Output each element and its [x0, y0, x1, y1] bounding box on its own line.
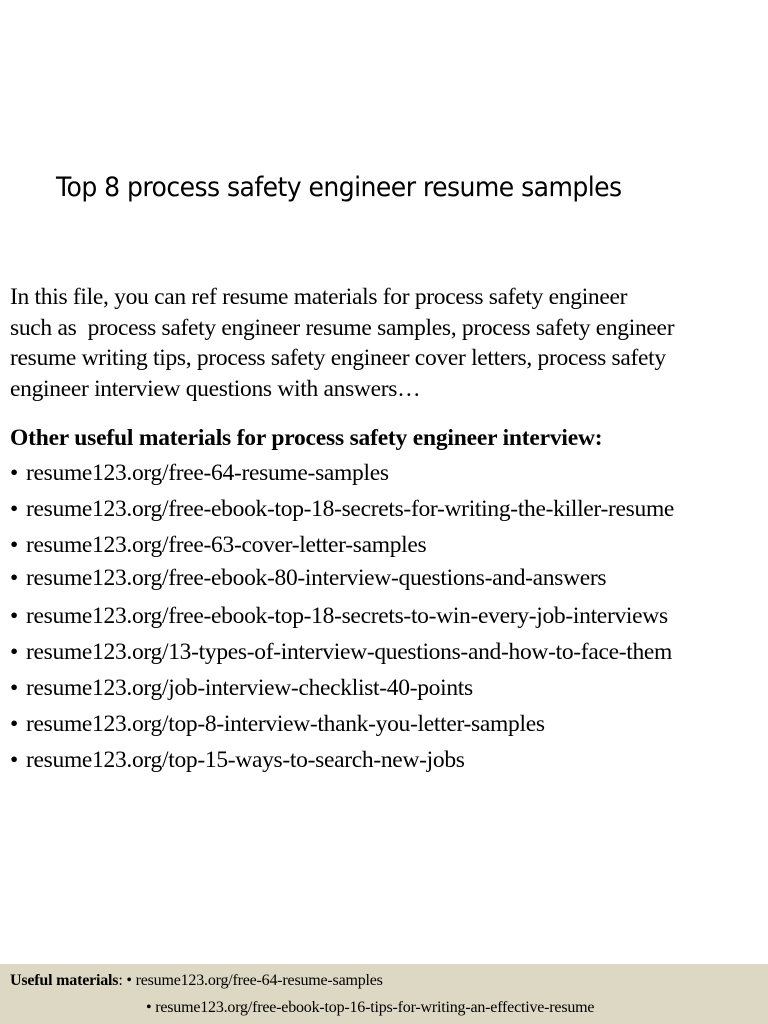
material-link[interactable]: resume123.org/top-8-interview-thank-you-letter-samples [26, 711, 545, 737]
material-link[interactable]: resume123.org/free-ebook-80-interview-questions-and-answers [26, 565, 607, 591]
footer-link[interactable]: resume123.org/free-ebook-top-16-tips-for-writing-an-effective-resume [155, 999, 595, 1016]
material-link[interactable]: resume123.org/free-ebook-top-18-secrets-for-writing-the-killer-resume [26, 496, 675, 522]
footer-separator: : [118, 972, 127, 989]
bullet-icon: • [10, 603, 18, 629]
bullet-icon: • [10, 711, 18, 737]
bullet-icon: • [10, 675, 18, 701]
list-item [10, 635, 674, 671]
footer-label: Useful materials [10, 972, 119, 989]
materials-list [10, 456, 674, 779]
list-item [10, 528, 674, 561]
footer-row [10, 972, 383, 990]
list-item [10, 456, 674, 492]
intro-line: resume writing tips, process safety engineer cover letters, process safety [10, 345, 666, 371]
bullet-icon: • [10, 496, 18, 522]
bullet-icon: • [10, 460, 18, 486]
material-link[interactable]: resume123.org/top-15-ways-to-search-new-jobs [26, 747, 465, 773]
footer-bar [0, 964, 768, 1024]
list-item [10, 599, 674, 635]
intro-line: such as process safety engineer resume samples, process safety engineer [10, 314, 675, 341]
material-link[interactable]: resume123.org/free-64-resume-samples [26, 460, 389, 486]
list-item [10, 671, 674, 707]
material-link[interactable]: resume123.org/job-interview-checklist-40-points [26, 675, 473, 701]
materials-heading: Other useful materials for process safety engineer interview: [10, 425, 603, 451]
list-item [10, 561, 674, 599]
bullet-icon: • [146, 999, 152, 1016]
bullet-icon: • [10, 639, 18, 665]
material-link[interactable]: resume123.org/free-63-cover-letter-samples [26, 532, 427, 558]
footer-row [146, 999, 594, 1017]
intro-line: engineer interview questions with answers… [10, 375, 421, 402]
bullet-icon: • [10, 747, 18, 773]
list-item [10, 707, 674, 743]
page-title: Top 8 process safety engineer resume samples [56, 172, 622, 203]
intro-line: In this file, you can ref resume materials for process safety engineer [10, 284, 628, 310]
material-link[interactable]: resume123.org/free-ebook-top-18-secrets-to-win-every-job-interviews [26, 603, 668, 629]
footer-link[interactable]: resume123.org/free-64-resume-samples [135, 972, 383, 989]
bullet-icon: • [10, 532, 18, 558]
list-item [10, 492, 674, 528]
intro-paragraph [10, 282, 768, 404]
material-link[interactable]: resume123.org/13-types-of-interview-questions-and-how-to-face-them [26, 639, 673, 665]
bullet-icon: • [10, 565, 18, 591]
bullet-icon: • [126, 972, 132, 989]
list-item [10, 743, 674, 779]
